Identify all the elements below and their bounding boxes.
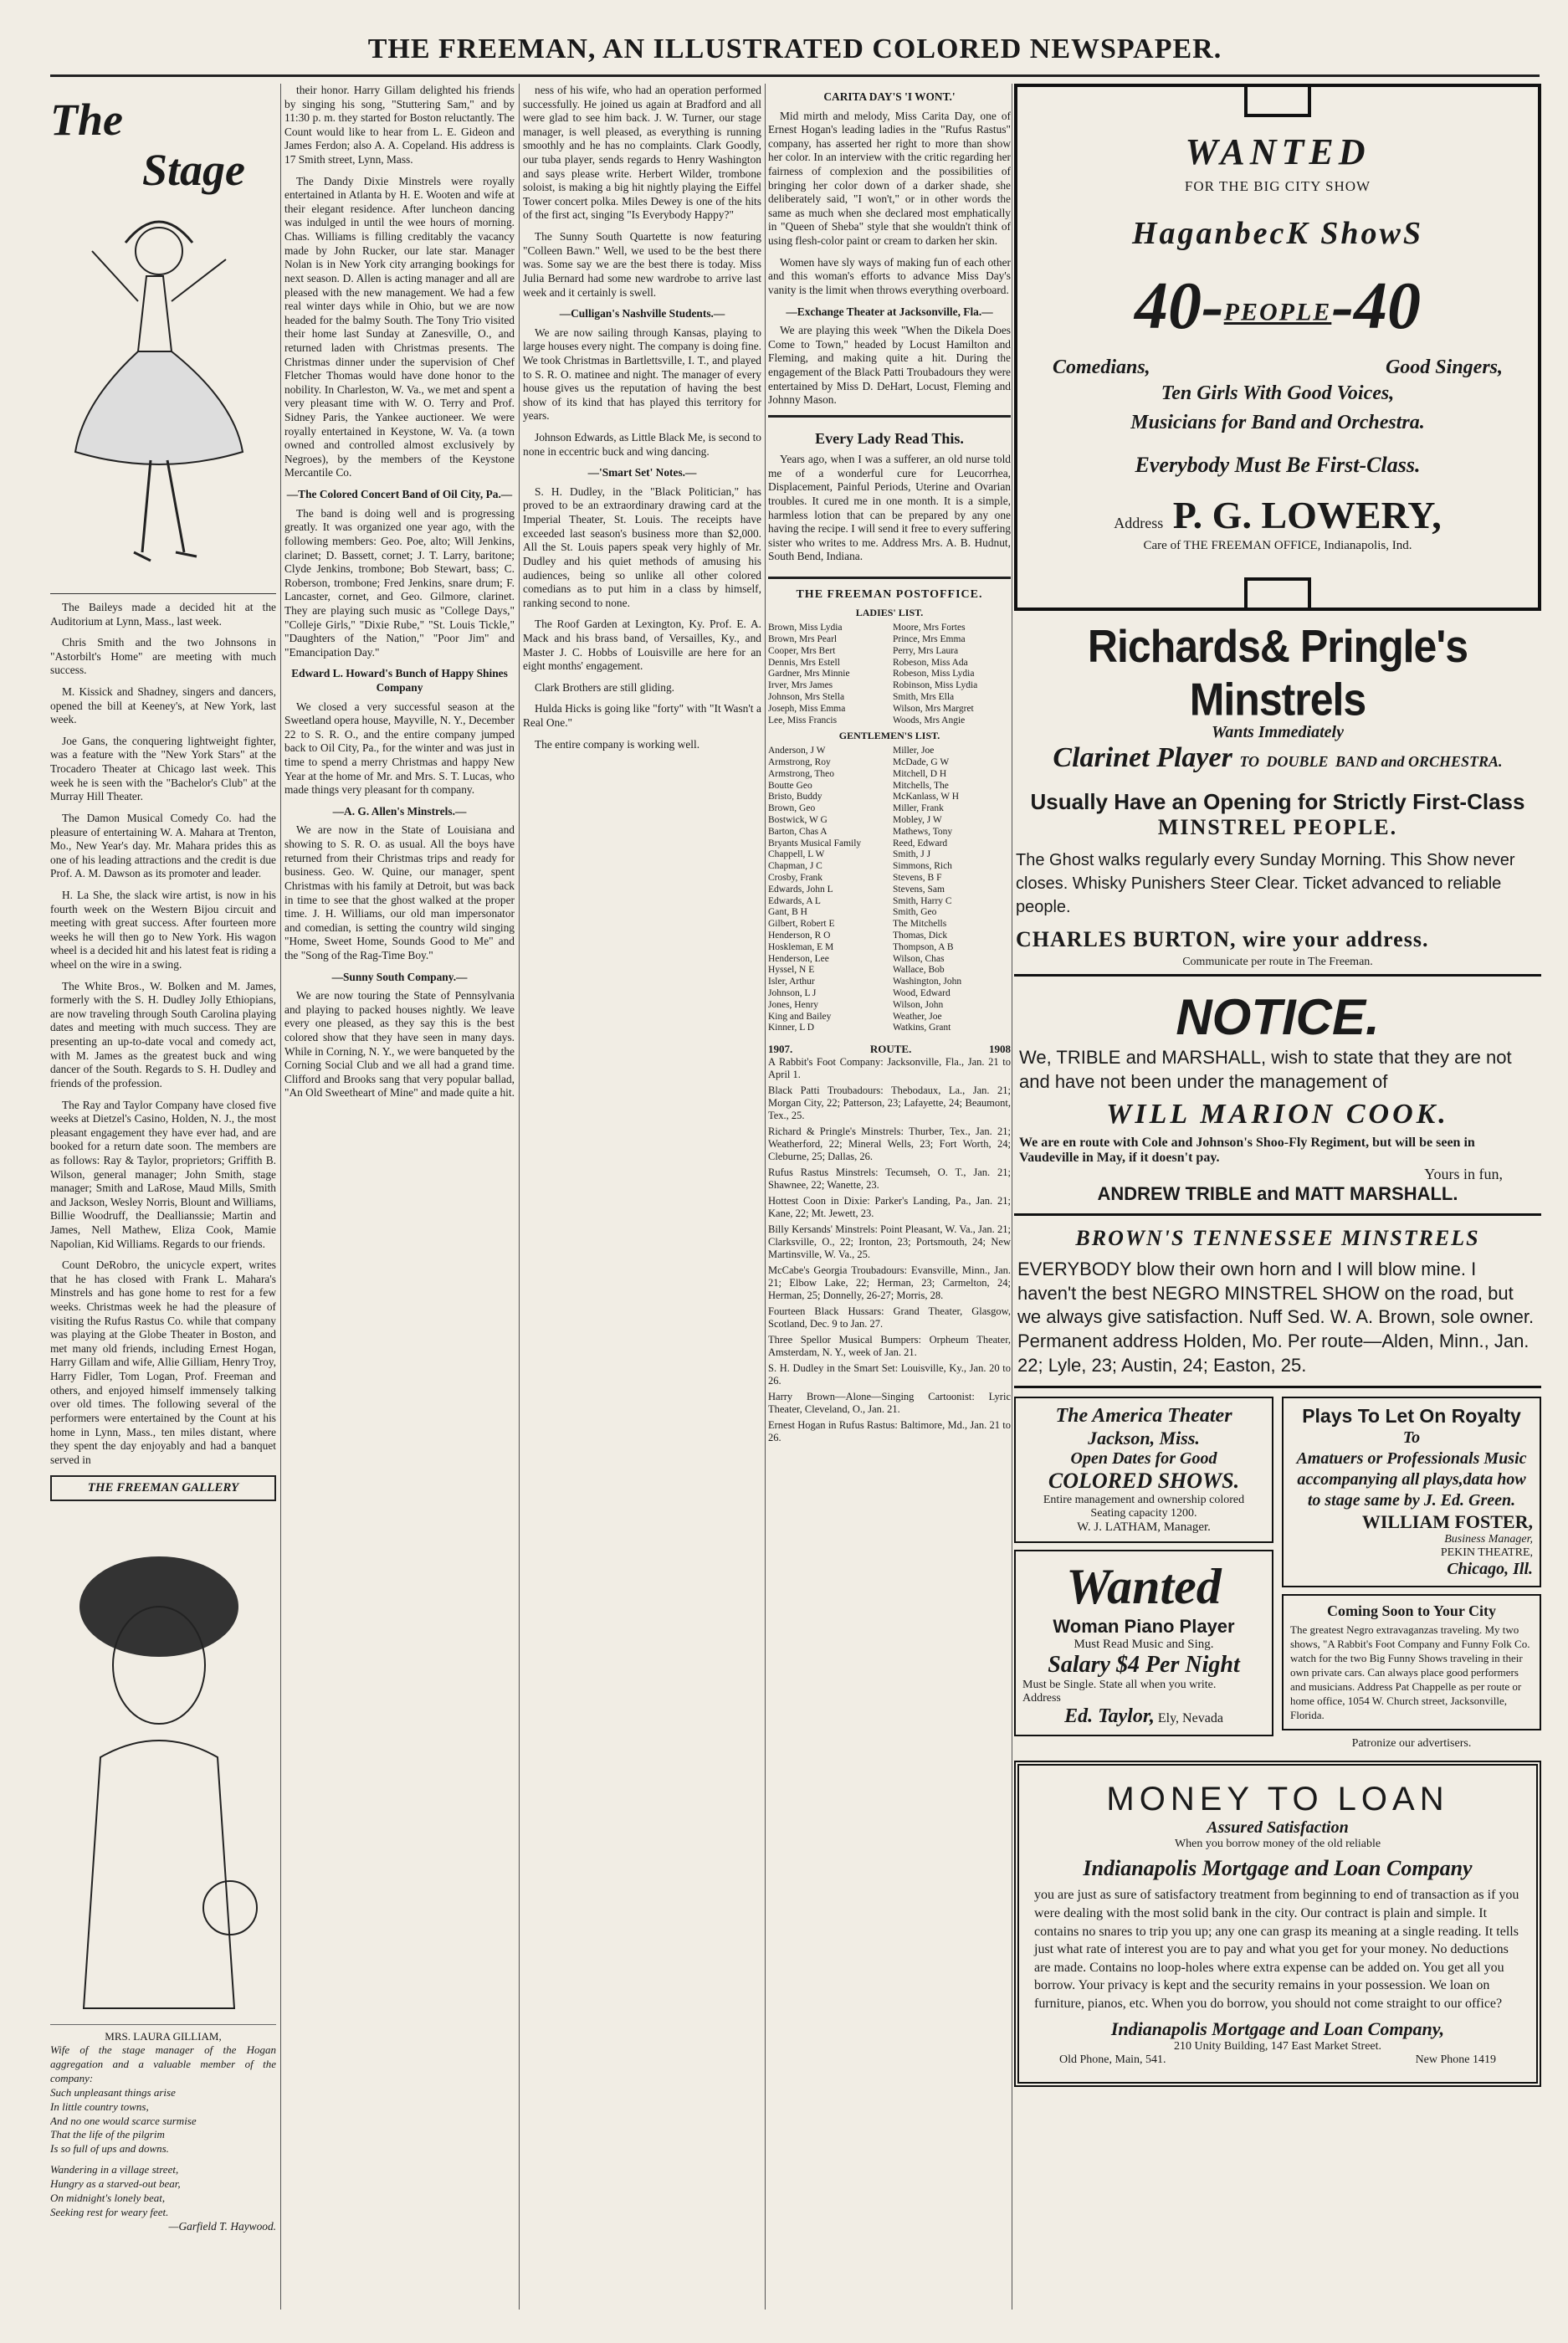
column-4 — [768, 84, 1011, 2318]
ad-line: Woman Piano Player — [1053, 1616, 1235, 1638]
ad-line: MINSTREL PEOPLE. — [1157, 815, 1398, 839]
ad-line: Communicate per route in The Freeman. — [1182, 956, 1373, 968]
postoffice-entry: Gant, B H — [768, 907, 807, 918]
wanted-heading: WANTED — [1185, 131, 1371, 172]
masthead: THE FREEMAN, AN ILLUSTRATED COLORED NEWSPAPER. — [50, 33, 1540, 77]
portrait-caption: MRS. LAURA GILLIAM, — [105, 2029, 222, 2043]
ad-line: Ten Girls With Good Voices, — [1161, 382, 1395, 404]
ad-line: Clarinet Player TO DOUBLE BAND and ORCHESTRA. — [1053, 742, 1503, 773]
postoffice-entry: Mathews, Tony — [893, 826, 953, 837]
america-theater-ad — [1014, 1397, 1273, 1543]
ad-title: Wanted — [1066, 1559, 1222, 1615]
column-1 — [50, 84, 276, 2318]
ad-body: The Ghost walks regularly every Sunday Morning. This Show never closes. Whisky Punishers Steer Clear. Ticket advanced to reliable people. — [1016, 851, 1515, 916]
postoffice-entry: Mobley, J W — [893, 815, 942, 826]
stage-header — [50, 84, 276, 594]
postoffice-entry: Kinner, L D — [768, 1023, 815, 1033]
route-entry: McCabe's Georgia Troubadours: Evansville, Minn., Jan. 21; Elbow Lake, 22; Herman, 23; Carmelton, 24; Herman, 25; Donnelly, 26-27; Morris, 28. — [768, 1264, 1011, 1302]
postoffice-entry: Prince, Mrs Emma — [893, 634, 966, 645]
postoffice-entry: Miller, Frank — [893, 803, 944, 814]
postoffice-entry: Barton, Chas A — [768, 826, 828, 837]
postoffice-entry: Thompson, A B — [893, 941, 954, 952]
paragraph: Mid mirth and melody, Miss Carita Day, one of Ernest Hogan's leading ladies in the "Rufus Rastus" company, has asserted her right to more than show her color. In an interview with the critic regarding her fairness of complexion and the possibilities of bringing her color down of a darker shade, she deliberately said, "I won't," or in other words the same as much when she declared most emphatically in "Queen of Sheba" style that she wouldn't think of using flesh-color paint or cream to darken her skin. — [768, 109, 1011, 248]
taylor-wanted-ad — [1014, 1550, 1273, 1736]
ad-title: BROWN'S TENNESSEE MINSTRELS — [1075, 1226, 1480, 1251]
show-name: HaganbecK ShowS — [1131, 216, 1424, 251]
postoffice-entry: McKanlass, W H — [893, 792, 960, 802]
postoffice-entry: Edwards, A L — [768, 895, 821, 906]
route-entry: Harry Brown—Alone—Singing Cartoonist: Lyric Theater, Cleveland, O., Jan. 21. — [768, 1391, 1011, 1416]
postoffice-entry: Mitchell, D H — [893, 768, 947, 779]
postoffice-entry: Moore, Mrs Fortes — [893, 623, 966, 633]
postoffice-entry: Bryants Musical Family — [768, 838, 862, 849]
ad-line: Wants Immediately — [1212, 723, 1344, 741]
postoffice-entry: Washington, John — [893, 977, 962, 987]
postoffice-title: THE FREEMAN POSTOFFICE. — [796, 587, 983, 601]
lowery-wanted-ad — [1014, 84, 1541, 611]
ad-address: 210 Unity Building, 147 East Market Street. — [1173, 2039, 1382, 2053]
paragraph: We closed a very successful season at the Sweetland opera house, Mayville, N. Y., December 22 to S. R. O., and the entire company jumped back to Oil City, Pa., for the winter and was just in time to spend a merry Christmas and happy New Year at the home of Mr. and Mrs. S. T. Lucas, who made things very pleasant for th company. — [284, 700, 515, 797]
section-heading: Edward L. Howard's Bunch of Happy Shines Company — [291, 667, 508, 694]
ad-signature: ANDREW TRIBLE and MATT MARSHALL. — [1097, 1183, 1458, 1205]
column-2 — [284, 84, 515, 2318]
postoffice-entry: Robeson, Miss Ada — [893, 657, 968, 668]
ornament — [1244, 577, 1311, 611]
postoffice-entry: Gardner, Mrs Minnie — [768, 669, 850, 679]
postoffice-entry: Robeson, Miss Lydia — [893, 669, 975, 679]
paragraph: We are now sailing through Kansas, playing to large houses every night. The company is doing fine. We took Christmas in Bartlettsville, I. T., and played to S. R. O. matinee and night. The manager of every house gives us the reputation of having the best show of its kind that has played this territory for years. — [523, 326, 761, 423]
postoffice-entry: Wallace, Bob — [893, 965, 945, 976]
postoffice-entry: Smith, Harry C — [893, 895, 952, 906]
paragraph: The entire company is working well. — [535, 737, 700, 751]
ad-line: Comedians, Good Singers, — [1053, 356, 1503, 378]
paragraph: The band is doing well and is progressing greatly. It was organized one year ago, with the following members: Geo. Poe, alto; Will Jenkins, clarinet; D. Bassett, cornet; J. T. Larry, baritone; Clyde Jenkins, trombone; Bob Stewart, bass; C. Roberson, trombone; Fred Jenkins, snare drum; F. Lancaster, cornet, and Geo. Gilmore, clarinet. They are playing such music as "College Days," "Colleje Girls," "Dixie Rube," "St. Louis Tickle," "Daughters of the Nation," "Poor Jim" and "Emancipation Day." — [284, 506, 515, 659]
postoffice-entry: Thomas, Dick — [893, 931, 948, 941]
section-heading: —The Colored Concert Band of Oil City, Pa.— — [286, 488, 513, 501]
coming-soon-ad — [1282, 1594, 1541, 1730]
postoffice-entry: Miller, Joe — [893, 746, 935, 756]
postoffice-entry: Simmons, Rich — [893, 861, 952, 872]
paragraph: We are playing this week "When the Dikela Does Come to Town," headed by Locust Hamilton and Fleming, and making quite a hit. During the engagement of the Black Patti Troubadours they were entertained by Miss D. DeHart, Locust, Fleming and Johnny Mason. — [768, 324, 1011, 407]
column-rule — [765, 84, 766, 2310]
postoffice-entry: Smith, Geo — [893, 907, 937, 918]
plays-ad — [1282, 1397, 1541, 1587]
notice-ad — [1014, 985, 1541, 1216]
postoffice-entry: Smith, J J — [893, 849, 931, 860]
ad-title: Plays To Let On Royalty — [1302, 1405, 1521, 1428]
postoffice-entry: Gilbert, Robert E — [768, 919, 835, 930]
postoffice-entry: Edwards, John L — [768, 884, 833, 895]
gents-list-label: GENTLEMEN'S LIST. — [838, 730, 940, 742]
caption-text: Wife of the stage manager of the Hogan aggregation and a valuable member of the company: — [50, 2043, 276, 2084]
paragraph: ness of his wife, who had an operation performed successfully. He joined us again at Bradford and all were glad to see him back. J. W. Turner, our stage manager, is well pleased, as everything is running smoothly and he has no complaints. Clark Goodly, our tuba player, sends regards to Henry Washington and says please write. Herbert Wilder, trombone soloist, is making a big hit nightly playing the Eiffel Tower concert polka. Miles Dewey is one of the hits of the first act, singing "Is Everybody Happy?" — [523, 84, 761, 222]
postoffice-entry: Stevens, Sam — [893, 884, 945, 895]
paragraph: Women have sly ways of making fun of each other and this woman's efforts to advance Miss Day's vanity is the limit when throws everything overboard. — [768, 255, 1011, 296]
paragraph: The Baileys made a decided hit at the Auditorium at Lynn, Mass., last week. — [50, 601, 276, 628]
paragraph: Chris Smith and the two Johnsons in "Astorbilt's Home" are meeting with much success. — [50, 636, 276, 677]
ad-address: Address P. G. LOWERY, — [1114, 493, 1442, 536]
postoffice-entry: Watkins, Grant — [893, 1023, 951, 1033]
paragraph: H. La She, the slack wire artist, is now in his fourth week on the Western Bijou circuit and meeting with great success. After fourteen more weeks he will then go to New York. His wagon wheel is a decided hit and his latest feat is riding a wheel on the wire in a swing. — [50, 888, 276, 972]
ad-line: Address — [1022, 1692, 1061, 1705]
postoffice-entry: Joseph, Miss Emma — [768, 703, 846, 714]
lady-ad — [768, 415, 1011, 579]
column-rule — [519, 84, 520, 2310]
paragraph: S. H. Dudley, in the "Black Politician," has proved to be an extraordinary drawing card at the Imperial Theater, St. Louis. The receipts have exceeded last season's business more than $2,000. All the St. Louis papers speak very highly of Mr. Dudley and his quiet methods of amusing his audiences, being so unlike all other colored comedians as to put him in a class by himself, ranking second to none. — [523, 484, 761, 609]
ad-body: you are just as sure of satisfactory treatment from beginning to end of transaction as if you were dealing with the most solid bank in the city. Our contract is plain and simple. It contains no snares to trip you up; any one can grasp its meaning at a single reading. It tells just what rate of interest you are to pay and what you get for your money. No deductions are made. Contains no loop-holes where extra expense can be added on. You get all you borrow. Your privacy is kept and the security remains in your possession. We loan on furniture, pianos, etc. When you do borrow, you should not come straight to our office? — [1034, 1888, 1519, 2011]
ad-title: Coming Soon to Your City — [1326, 1602, 1497, 1620]
postoffice-entry: Mitchells, The — [893, 780, 949, 791]
postoffice-entry: Bostwick, W G — [768, 815, 828, 826]
ad-right-stack — [1282, 1397, 1541, 1751]
paragraph: Hulda Hicks is going like "forty" with "It Wasn't a Real One." — [523, 702, 761, 729]
poem: Such unpleasant things arise In little country towns, And no one would scarce surmise That the life of the pilgrim Is so full of ups and downs. Wandering in a village street, Hungry as a starved-out bear, On midnight's lonely beat, Seeking rest for weary feet. — [50, 2085, 197, 2218]
article-heading: CARITA DAY'S 'I WONT.' — [823, 90, 956, 103]
paragraph: Johnson Edwards, as Little Black Me, is second to none in eccentric buck and wing dancing. — [523, 431, 761, 458]
paragraph: The Damon Musical Comedy Co. had the pleasure of entertaining W. A. Mahara at Trenton, Mo., New Year's day. Mr. Mahara prides this as one of his leading attractions and the credit is due Prof. A. M. Dawson as its promoter and leader. — [50, 811, 276, 880]
postoffice-entry: Perry, Mrs Laura — [893, 645, 959, 656]
postoffice-entry: Armstrong, Roy — [768, 757, 831, 768]
money-loan-ad — [1014, 1761, 1541, 2086]
ad-line: Business Manager, — [1444, 1533, 1533, 1546]
section-heading: —Sunny South Company.— — [331, 970, 468, 983]
ad-line: Yours in fun, — [1424, 1166, 1503, 1183]
route-entry: Billy Kersands' Minstrels: Point Pleasant, W. Va., Jan. 21; Clarksville, O., 22; Ironton, 23; Portsmouth, 24; New Martinsville, W. Va., 25. — [768, 1223, 1011, 1261]
postoffice-entry: Anderson, J W — [768, 746, 826, 756]
ad-title: NOTICE. — [1176, 989, 1380, 1045]
postoffice-entry: Brown, Geo — [768, 803, 816, 814]
postoffice-entry: Robinson, Miss Lydia — [893, 680, 978, 691]
postoffice-entry: Stevens, B F — [893, 873, 942, 884]
lady-ad-title: Every Lady Read This. — [815, 429, 964, 447]
ad-line: To — [1402, 1428, 1421, 1448]
paragraph: Count DeRobro, the unicycle expert, writes that he has closed with Frank L. Mahara's Minstrels and has gone home to rest for a few weeks. Christmas week he had the pleasure of visiting the Rufus Rastus Co. while that company was playing at the Globe Theater in Boston, and met many old friends, including Ernest Hogan, Harry Gillam and wife, Allie Gilliam, Henry Troy, Harry Fidler, Tom Logan, Prof. Freeman and others, and enjoyed himself immensely talking over old times. The following several of the performers were entertained by the Count at his home in Lynn, Mass., ten miles distant, where they spent the day enjoyably and had a banquet served in — [50, 1259, 276, 1466]
ad-line: Indianapolis Mortgage and Loan Company, — [1110, 2017, 1445, 2039]
gallery-heading: THE FREEMAN GALLERY — [50, 1475, 276, 1501]
postoffice-entry: Brown, Miss Lydia — [768, 623, 843, 633]
forty-people: 40-PEOPLE-40 — [1135, 269, 1421, 343]
postoffice-entry: Bristo, Buddy — [768, 792, 822, 802]
ad-body: We, TRIBLE and MARSHALL, wish to state that they are not and have not been under the management of — [1019, 1047, 1512, 1092]
paragraph: The Roof Garden at Lexington, Ky. Prof. E. A. Mack and his brass band, of Versailles, Ky., and Master J. C. Hobbs of Louisville are here for an eight months' engagement. — [523, 618, 761, 673]
route-entry: Hottest Coon in Dixie: Parker's Landing, Pa., Jan. 21; Kane, 22; Mt. Jewett, 23. — [768, 1195, 1011, 1220]
postoffice-entry: Isler, Arthur — [768, 977, 815, 987]
ad-row — [1014, 1397, 1541, 1751]
section-heading: —'Smart Set' Notes.— — [587, 466, 697, 479]
postoffice-entry: McDade, G W — [893, 757, 950, 768]
route-entry: S. H. Dudley in the Smart Set: Louisville, Ky., Jan. 20 to 26. — [768, 1362, 1011, 1387]
poem-signature: —Garfield T. Haywood. — [168, 2219, 276, 2233]
ad-title: The America Theater — [1055, 1405, 1232, 1428]
ad-title: Richards& Pringle's Minstrels — [1087, 620, 1468, 725]
ad-text: FOR THE BIG CITY SHOW — [1184, 178, 1371, 194]
route-entry: Fourteen Black Hussars: Grand Theater, Glasgow, Scotland, Dec. 9 to Jan. 27. — [768, 1305, 1011, 1330]
postoffice-entry: Lee, Miss Francis — [768, 715, 838, 725]
ad-body: EVERYBODY blow their own horn and I will blow mine. I haven't the best NEGRO MINSTREL SHOW on the road, but we always give satisfaction. Nuff Sed. W. A. Brown, sole owner. Permanent address Holden, Mo. Per route—Alden, Minn., Jan. 22; Lyle, 23; Austin, 24; Easton, 25. — [1017, 1259, 1535, 1376]
column-rule — [280, 84, 281, 2310]
ad-line: W. J. LATHAM, Manager. — [1077, 1520, 1211, 1535]
route-entry: Rufus Rastus Minstrels: Tecumseh, O. T., Jan. 21; Shawnee, 22; Wanette, 23. — [768, 1166, 1011, 1192]
postoffice-entry: Hyssel, N E — [768, 965, 815, 976]
ad-line: Salary $4 Per Night — [1048, 1652, 1240, 1679]
ad-line: Musicians for Band and Orchestra. — [1130, 411, 1425, 433]
postoffice-entry: Wilson, Mrs Margret — [893, 703, 974, 714]
ad-line: CHARLES BURTON, wire your address. — [1016, 927, 1429, 951]
ad-line: PEKIN THEATRE, — [1440, 1546, 1533, 1560]
ad-line: Indianapolis Mortgage and Loan Company — [1083, 1856, 1473, 1881]
ad-line: Everybody Must Be First-Class. — [1135, 452, 1421, 477]
ad-line: Chicago, Ill. — [1447, 1560, 1533, 1579]
route-list — [768, 1056, 1011, 1444]
postoffice-entry: Henderson, R O — [768, 931, 831, 941]
ad-line: COLORED SHOWS. — [1048, 1469, 1240, 1494]
postoffice-entry: Wilson, John — [893, 999, 944, 1010]
postoffice-entry: Woods, Mrs Angie — [893, 715, 966, 725]
route-entry: Black Patti Troubadours: Thebodaux, La., Jan. 21; Morgan City, 22; Patterson, 23; Lafayette, 24; Beaumont, Tex., 25. — [768, 1084, 1011, 1122]
paragraph: Clark Brothers are still gliding. — [535, 680, 674, 694]
paragraph: The Ray and Taylor Company have closed five weeks at Dietzel's Casino, Holden, N. J., the most pleasant engagement they have ever had, and are booked for a return date soon. The members are as follows: Ray & Taylor, proprietors; Griffith B. Wilson, general manager; John Smith, stage manager; Smith and LaRose, Maud Mills, Smith and Jackson, Wesley Norris, Blount and Williams, Billie Woodruff, the Deallianssie; Martin and James, Nell Mathew, Eliza Cook, Mamie Napolian, Kid Williams. Regards to our friends. — [50, 1098, 276, 1250]
postoffice-entry: Weather, Joe — [893, 1011, 942, 1022]
paragraph: M. Kissick and Shadney, singers and dancers, opened the bill at Keeney's, at New York, last week. — [50, 685, 276, 726]
section-heading: —Exchange Theater at Jacksonville, Fla.— — [786, 305, 993, 318]
brown-minstrels-ad — [1014, 1224, 1541, 1388]
section-heading: —A. G. Allen's Minstrels.— — [332, 804, 467, 818]
postoffice-entry: The Mitchells — [893, 919, 947, 930]
ad-left-stack — [1014, 1397, 1273, 1751]
ad-line: Entire management and ownership colored — [1043, 1494, 1245, 1507]
ad-name: WILLIAM FOSTER, — [1361, 1511, 1533, 1533]
paragraph: We are now in the State of Louisiana and showing to S. R. O. as usual. All the boys have returned from their Christmas trips and ready for business. Geo. W. Quine, our manager, spent Christmas with his family at Detroit, but was back in time to see that the ghost walked at the proper time. J. H. Williams, our old man impersonator and comedian, is setting the country wild singing "Home, Sweet Home, Sounds Good to Me" and the "Song of the Rag-Time Boy." — [284, 823, 515, 961]
paragraph: The Dandy Dixie Minstrels were royally entertained in Atlanta by H. E. Wooten and wife at their elegant residence. After luncheon dancing was indulged in until the wee hours of morning. Chas. Williams is filling creditably the vacancy made by John Rucker, our late star. Manager Nolan is in New York city arranging bookings for next season. D. Allen is acting manager and all are pleased with the new management. We had a few real winter days while in Ohio, but we are now headed for the balmy South. The Tony Trio visited their home last Sunday at Zanesville, O., and returned laden with Christmas presents. The Christmas dinner under the supervision of Chef Fletcher Thomas would have done honor to the nobility. In Charleston, W. Va., we met and spent a very pleasant time with W. O. Terry and Prof. Sidney Paris, the Yankee auctioneer. We were royally entertained in Keystone, W. Va. (a town owned and controlled almost exclusively by Negroes), by the members of the Keystone Mercantile Co. — [284, 174, 515, 479]
postoffice-entry: Dennis, Mrs Estell — [768, 657, 840, 668]
postoffice-entry: Henderson, Lee — [768, 953, 829, 964]
paragraph: Joe Gans, the conquering lightweight fighter, was a feature with the "New York Stars" at the Trocadero Theater at Chicago last week. This week he is seen with the "Bachelor's Club" at the Murray Hill Theater. — [50, 734, 276, 803]
ad-line: When you borrow money of the old reliable — [1174, 1838, 1381, 1851]
column-3 — [523, 84, 761, 2318]
postoffice-entry: Hoskleman, E M — [768, 941, 834, 952]
ad-column — [1014, 84, 1541, 2310]
ad-care: Care of THE FREEMAN OFFICE, Indianapolis, Ind. — [1143, 538, 1412, 552]
stage-title-stage: Stage — [142, 145, 246, 195]
postoffice-entry: Cooper, Mrs Bert — [768, 645, 836, 656]
ad-body: Amatuers or Professionals Music accompanying all plays,data how to stage same by J. Ed. Green. — [1296, 1449, 1527, 1510]
lady-ad-text: Years ago, when I was a sufferer, an old nurse told me of a wonderful cure for Leucorrhea, Displacement, Painful Periods, Uterine and Ovarian troubles. It cured me in one month. It is a simple, harmless lotion that can be prepared by any one having the recipe. I will send it free to every suffering sister who writes to me. Address Mrs. A. B. Hudnut, South Bend, Indiana. — [768, 453, 1011, 563]
ad-city: Ely, Nevada — [1157, 1711, 1223, 1726]
paragraph: their honor. Harry Gillam delighted his friends by singing his song, "Stuttering Sam," and by 11:30 p. m. they started for Boston reluctantly. The Count would like to hear from L. E. Gideon and James Ferdon; also A. A. Copeland. His address is 17 Smith street, Lynn, Mass. — [284, 84, 515, 167]
paragraph: The White Bros., W. Bolken and M. James, formerly with the S. H. Dudley Jolly Ethiopians, are now traveling through South Carolina playing dates and meeting with much success. They are presenting an up-to-date vocal and comedy act, with M. James as the greatest buck and wing dancer of the South. Regards to S. H. Dudley and friends of the profession. — [50, 979, 276, 1089]
paragraph: The Sunny South Quartette is now featuring "Colleen Bawn." Well, we used to be the best there was. Some say we are the best there is today. Miss Julia Bernard had some new wardrobe to arrive last week and it certainly is swell. — [523, 230, 761, 299]
stage-title-the: The — [50, 95, 123, 145]
paragraph: We are now touring the State of Pennsylvania and playing to packed houses nightly. We leave every one pleased, as they say this is the best colored show that they have seen in many days. While in Corning, N. Y., we were banqueted by the Corning Social Club and we all had a grand time. Clifford and Brooks sang that very popular ballad, "An Old Sweetheart of Mine" and made quite a hit. — [284, 989, 515, 1100]
postoffice-entry: Johnson, Mrs Stella — [768, 692, 845, 702]
ad-name: Ed. Taylor, — [1064, 1705, 1155, 1728]
postoffice-entry: Boutte Geo — [768, 780, 812, 791]
ad-line: Usually Have an Opening for Strictly First-Class — [1030, 789, 1525, 814]
postoffice-entry: Johnson, L J — [768, 988, 817, 998]
ad-line: Seating capacity 1200. — [1090, 1507, 1197, 1520]
postoffice-entry: Wood, Edward — [893, 988, 951, 998]
ad-line: We are en route with Cole and Johnson's Shoo-Fly Regiment, but will be seen in Vaudeville in May, if it doesn't pay. — [1019, 1136, 1475, 1166]
postoffice-entry: Brown, Mrs Pearl — [768, 634, 838, 645]
ad-line: Open Dates for Good — [1070, 1449, 1217, 1469]
ad-title: MONEY TO LOAN — [1106, 1781, 1449, 1818]
postoffice-entry: Irver, Mrs James — [768, 680, 833, 691]
portrait-illustration — [50, 1506, 276, 2025]
postoffice-entry: Armstrong, Theo — [768, 768, 835, 779]
route-header: 1907. ROUTE. 1908 — [768, 1043, 1011, 1056]
ad-line: Assured Satisfaction — [1207, 1818, 1349, 1838]
route-entry: Richard & Pringle's Minstrels: Thurber, Tex., Jan. 21; Weatherford, 22; Mineral Wells, 23; Fort Worth, 24; Cleburne, 25; Dallas, 26. — [768, 1125, 1011, 1163]
postoffice-entry: Reed, Edward — [893, 838, 948, 849]
patronize-note: Patronize our advertisers. — [1351, 1737, 1472, 1751]
route-entry: Three Spellor Musical Bumpers: Orpheum Theater, Amsterdam, N. Y., week of Jan. 21. — [768, 1334, 1011, 1359]
route-entry: Ernest Hogan in Rufus Rastus: Baltimore, Md., Jan. 21 to 26. — [768, 1419, 1011, 1444]
postoffice-entry: Wilson, Chas — [893, 953, 945, 964]
ad-line: Must Read Music and Sing. — [1074, 1638, 1214, 1652]
postoffice-entry: King and Bailey — [768, 1011, 832, 1022]
ad-line: Jackson, Miss. — [1088, 1428, 1200, 1449]
postoffice-entry: Smith, Mrs Ella — [893, 692, 955, 702]
ladies-list-label: LADIES' LIST. — [855, 607, 924, 619]
ornament — [1244, 84, 1311, 117]
ad-phones: Old Phone, Main, 541. New Phone 1419 — [1059, 2053, 1496, 2066]
ad-line: Must be Single. State all when you write. — [1022, 1679, 1217, 1692]
ladies-list — [768, 623, 1011, 726]
gents-list — [768, 746, 1011, 1034]
postoffice-entry: Chapman, J C — [768, 861, 822, 872]
richards-pringle-ad — [1014, 619, 1541, 977]
postoffice-entry: Crosby, Frank — [768, 873, 823, 884]
postoffice-entry: Jones, Henry — [768, 999, 819, 1010]
ad-body: The greatest Negro extravaganzas traveling. My two shows, "A Rabbit's Foot Company and Funny Folk Co. watch for the two Big Funny Shows traveling in their own private cars. Can always place good performers and musicians. Address Pat Chappelle as per route or home office, 1054 W. Church street, Jacksonville, Florida. — [1290, 1623, 1530, 1721]
postoffice-entry: Chappell, L W — [768, 849, 825, 860]
section-heading: —Culligan's Nashville Students.— — [559, 307, 725, 320]
ad-line: WILL MARION COOK. — [1106, 1099, 1449, 1130]
dancer-illustration — [67, 201, 251, 586]
route-entry: A Rabbit's Foot Company: Jacksonville, Fla., Jan. 21 to April 1. — [768, 1056, 1011, 1081]
